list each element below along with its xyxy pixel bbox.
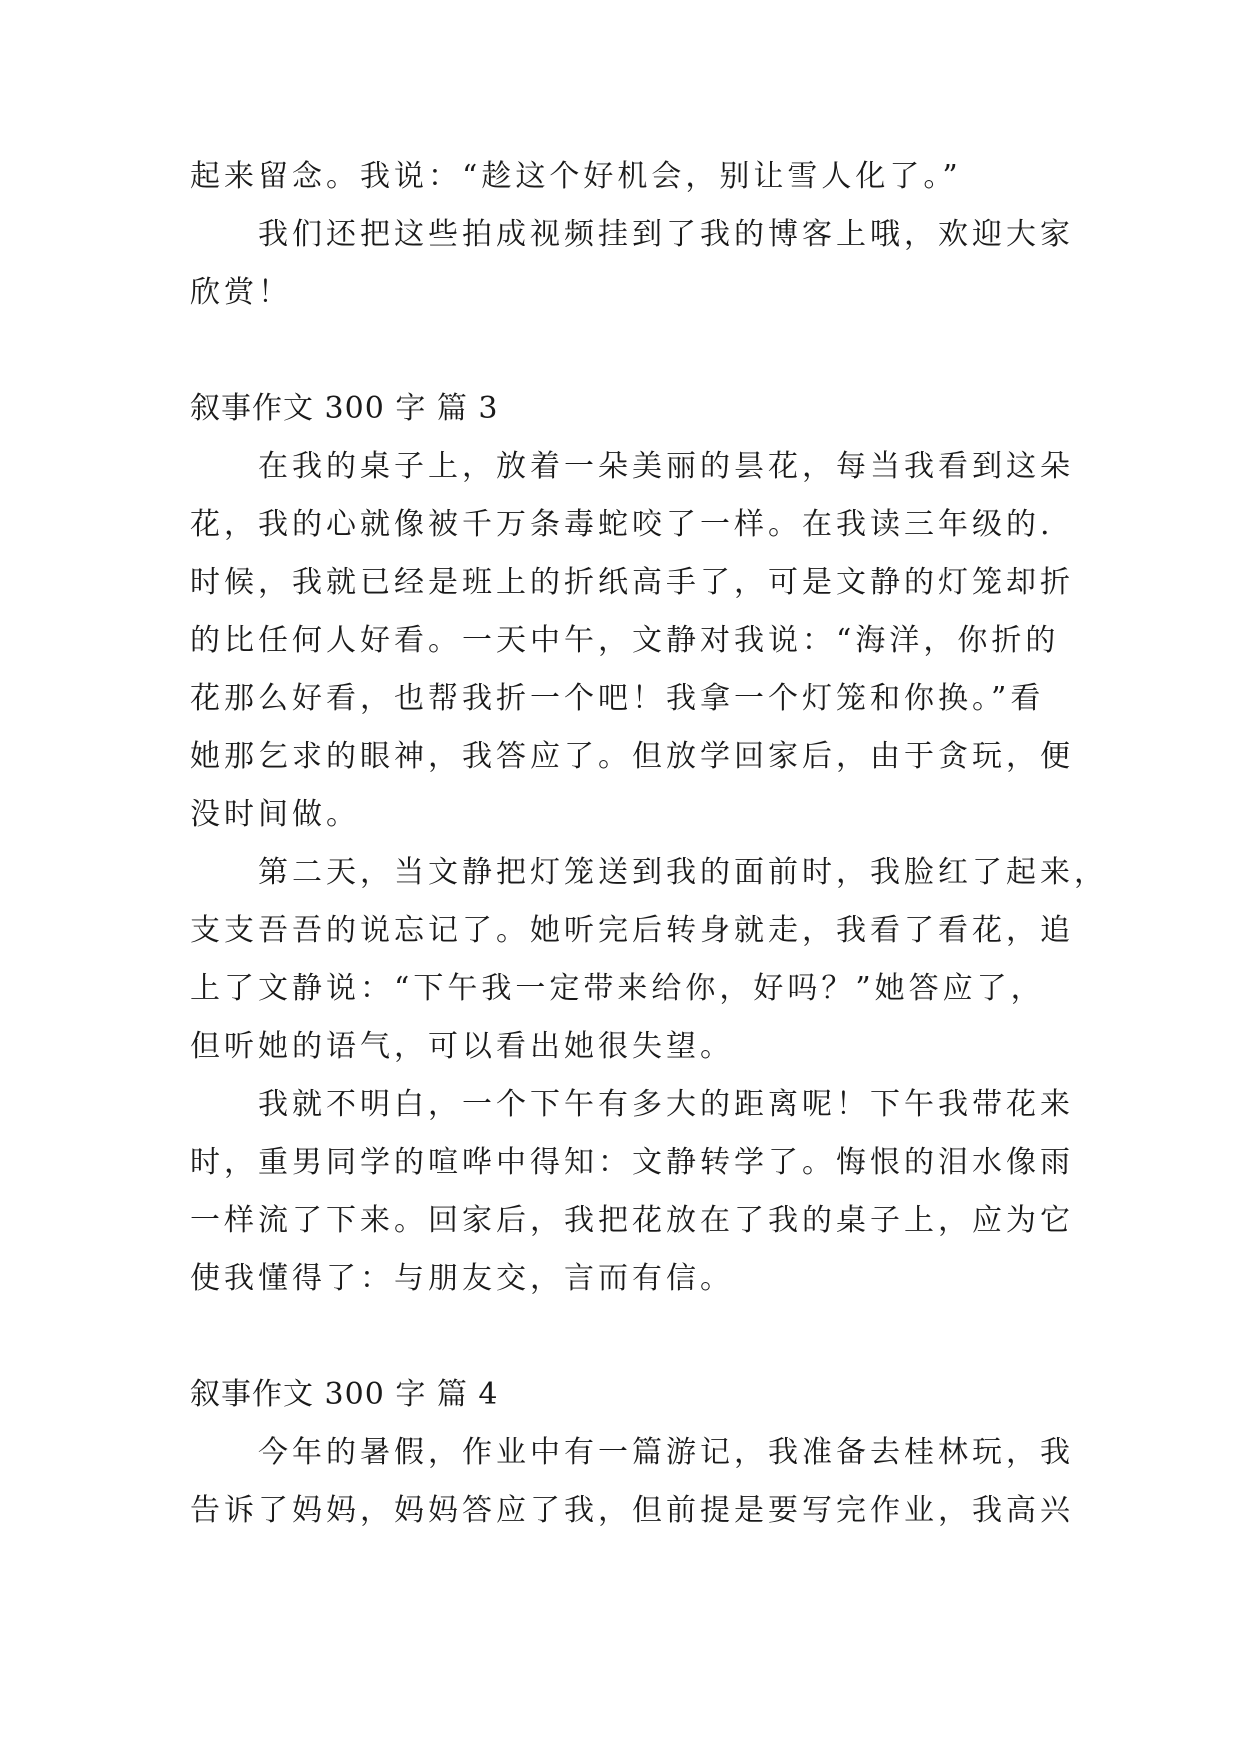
text-line: 上了文静说：“下午我一定带来给你，好吗？”她答应了， <box>190 971 1045 1006</box>
text-line: 她那乞求的眼神，我答应了。但放学回家后，由于贪玩，便 <box>190 739 1074 774</box>
text-line: 但听她的语气，可以看出她很失望。 <box>190 1029 734 1064</box>
text-line: 时候，我就已经是班上的折纸高手了，可是文静的灯笼却折 <box>190 565 1074 600</box>
section-4 <box>190 1366 1074 1540</box>
text-line: 第二天，当文静把灯笼送到我的面前时，我脸红了起来， <box>258 855 1108 890</box>
paragraph <box>190 438 1074 844</box>
text-line: 时，重男同学的喧哗中得知：文静转学了。悔恨的泪水像雨 <box>190 1145 1074 1180</box>
text-line: 的比任何人好看。一天中午，文静对我说：“海洋，你折的 <box>190 623 1060 658</box>
section-heading: 叙事作文 300 字 篇 3 <box>190 391 499 426</box>
paragraph <box>190 1076 1074 1308</box>
text-line: 欣赏！ <box>190 275 292 310</box>
text-line: 告诉了妈妈，妈妈答应了我，但前提是要写完作业，我高兴 <box>190 1493 1074 1528</box>
text-line: 花，我的心就像被千万条毒蛇咬了一样。在我读三年级的. <box>190 507 1054 542</box>
paragraph <box>190 844 1108 1076</box>
text-line: 支支吾吾的说忘记了。她听完后转身就走，我看了看花，追 <box>190 913 1074 948</box>
text-line: 我们还把这些拍成视频挂到了我的博客上哦，欢迎大家 <box>258 217 1074 252</box>
section-continued <box>190 148 1074 322</box>
text-line: 我就不明白，一个下午有多大的距离呢！下午我带花来 <box>258 1087 1074 1122</box>
section-heading: 叙事作文 300 字 篇 4 <box>190 1377 499 1412</box>
paragraph <box>190 1424 1074 1540</box>
section-gap <box>190 1308 1060 1366</box>
text-line: 花那么好看，也帮我折一个吧！我拿一个灯笼和你换。”看 <box>190 681 1045 716</box>
section-gap <box>190 322 1060 380</box>
text-line: 起来留念。我说：“趁这个好机会，别让雪人化了。” <box>190 159 962 194</box>
text-line: 一样流了下来。回家后，我把花放在了我的桌子上，应为它 <box>190 1203 1074 1238</box>
section-3 <box>190 380 1108 1308</box>
text-line: 今年的暑假，作业中有一篇游记，我准备去桂林玩，我 <box>258 1435 1074 1470</box>
document-page <box>190 148 1108 1540</box>
text-line: 没时间做。 <box>190 797 360 832</box>
text-line: 使我懂得了：与朋友交，言而有信。 <box>190 1261 734 1296</box>
text-line: 在我的桌子上，放着一朵美丽的昙花，每当我看到这朵 <box>258 449 1074 484</box>
